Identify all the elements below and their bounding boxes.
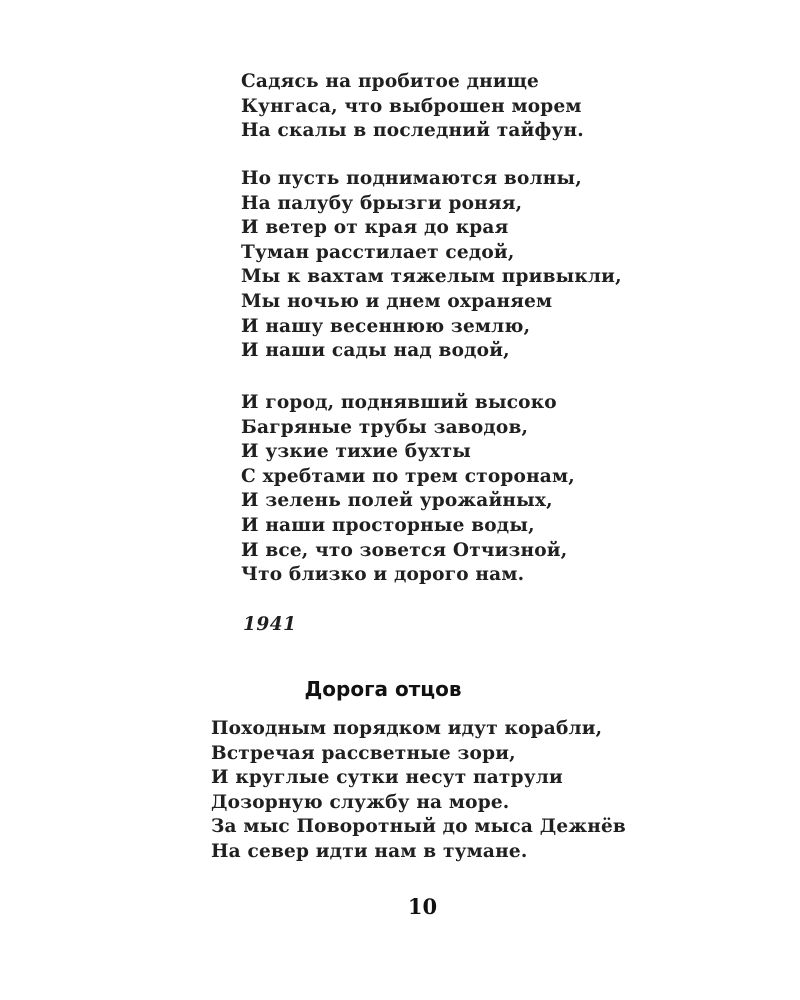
poem-line: Мы к вахтам тяжелым привыкли,	[241, 266, 622, 288]
poem-stanza-2	[241, 167, 622, 364]
poem-line: Садясь на пробитое днище	[241, 71, 540, 92]
poem-stanza-1	[241, 70, 584, 144]
poem-stanza-3	[241, 391, 575, 588]
poem-line: С хребтами по трем сторонам,	[241, 465, 575, 487]
poem-line: Кунгаса, что выброшен морем	[241, 95, 582, 117]
poem-line: Что близко и дорого нам.	[241, 564, 525, 586]
poem-line: Встречая рассветные зори,	[211, 742, 516, 764]
poem-line: И все, что зовется Отчизной,	[241, 539, 568, 561]
poem-line: Но пусть поднимаются волны,	[241, 168, 582, 189]
page-number: 10	[407, 894, 438, 919]
poem-stanza-4	[211, 717, 626, 865]
poem-line: Дозорную службу на море.	[211, 791, 510, 813]
poem-line: И круглые сутки несут патрули	[211, 767, 563, 789]
poem-line: И город, поднявший высоко	[241, 392, 557, 413]
poem-line: И узкие тихие бухты	[241, 441, 472, 463]
poem-title: Дорога отцов	[304, 677, 462, 701]
poem-line: На скалы в последний тайфун.	[241, 120, 584, 142]
poem-line: Багряные трубы заводов,	[241, 416, 529, 438]
poem-date: 1941	[243, 614, 297, 635]
poem-line: На палубу брызги роняя,	[241, 192, 523, 214]
poem-line: И наши просторные воды,	[241, 514, 535, 536]
poem-line: И нашу весеннюю землю,	[241, 315, 531, 337]
poem-line: Туман расстилает седой,	[241, 241, 515, 263]
poem-line: На север идти нам в тумане.	[211, 840, 528, 862]
poem-line: Мы ночью и днем охраняем	[241, 290, 553, 312]
poem-line: И зелень полей урожайных,	[241, 490, 553, 512]
poem-line: Походным порядком идут корабли,	[211, 718, 603, 739]
poem-line: И наши сады над водой,	[241, 340, 510, 362]
poem-line: И ветер от края до края	[241, 217, 509, 239]
poem-line: За мыс Поворотный до мыса Дежнёв	[211, 816, 626, 838]
